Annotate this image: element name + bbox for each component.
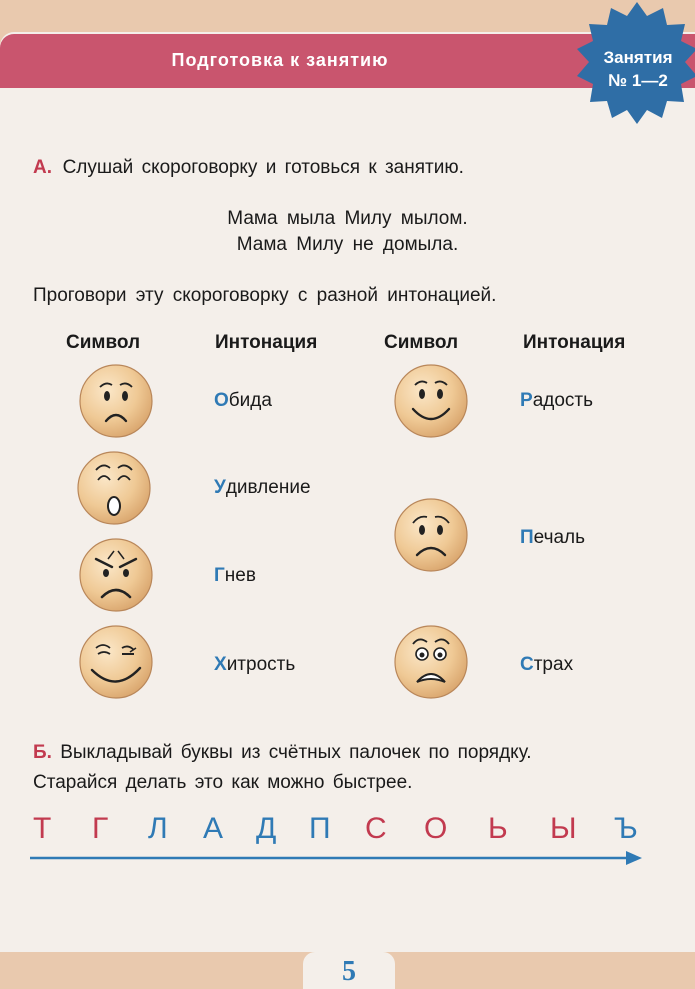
tongue-twister [0, 206, 695, 258]
sequence-arrow-icon [30, 846, 642, 870]
emotion-label-sadness: Печаль [520, 527, 586, 548]
page-number: 5 [342, 956, 356, 987]
sly-face-icon [78, 624, 154, 700]
column-header-symbol-right: Символ [384, 332, 459, 353]
task-b-line-1: Б. Выкладывай буквы из счётных палочек по порядку. [33, 742, 532, 763]
emotion-label-joy: Радость [520, 390, 594, 411]
task-a-text [33, 157, 464, 179]
letter-9: Ь [488, 812, 508, 845]
letter-6: П [309, 812, 331, 845]
task-a-letter: А. [33, 157, 52, 178]
letter-4: А [203, 812, 224, 845]
emotion-label-fear: Страх [520, 654, 574, 675]
column-header-intonation-right: Интонация [523, 332, 626, 353]
emotion-label-anger: Гнев [214, 565, 256, 586]
column-header-intonation-left: Интонация [215, 332, 318, 353]
badge-line-2: № 1—2 [608, 71, 668, 90]
letter-8: О [424, 812, 448, 845]
page-title: Подготовка к занятию [171, 50, 389, 70]
intonation-instruction: Проговори эту скороговорку с разной интонацией. [33, 285, 497, 306]
task-a-instruction: Слушай скороговорку и готовься к занятию. [62, 157, 464, 178]
letter-1: Т [33, 812, 52, 845]
letter-11: Ъ [614, 812, 638, 845]
offended-face-icon [78, 363, 154, 439]
happy-face-icon [393, 363, 469, 439]
letter-7: С [365, 812, 387, 845]
letter-5: Д [256, 812, 277, 845]
emotion-label-cunning: Хитрость [214, 654, 296, 675]
surprised-face-icon [76, 450, 152, 526]
letter-2: Г [92, 812, 109, 845]
emotion-label-offense: Обида [214, 390, 272, 411]
task-b-text [33, 738, 532, 798]
badge-line-1: Занятия [603, 48, 673, 67]
sad-face-icon [393, 497, 469, 573]
scared-face-icon [393, 624, 469, 700]
angry-face-icon [78, 537, 154, 613]
tongue-twister-line-2: Мама Милу не домыла. [236, 234, 459, 255]
lesson-badge-text [580, 46, 695, 92]
column-header-symbol-left: Символ [66, 332, 141, 353]
emotion-label-surprise: Удивление [214, 477, 311, 498]
tongue-twister-line-1: Мама мыла Милу мылом. [227, 208, 468, 229]
letter-10: Ы [550, 812, 577, 845]
task-b-line-2: Старайся делать это как можно быстрее. [33, 772, 413, 793]
letter-3: Л [148, 812, 168, 845]
